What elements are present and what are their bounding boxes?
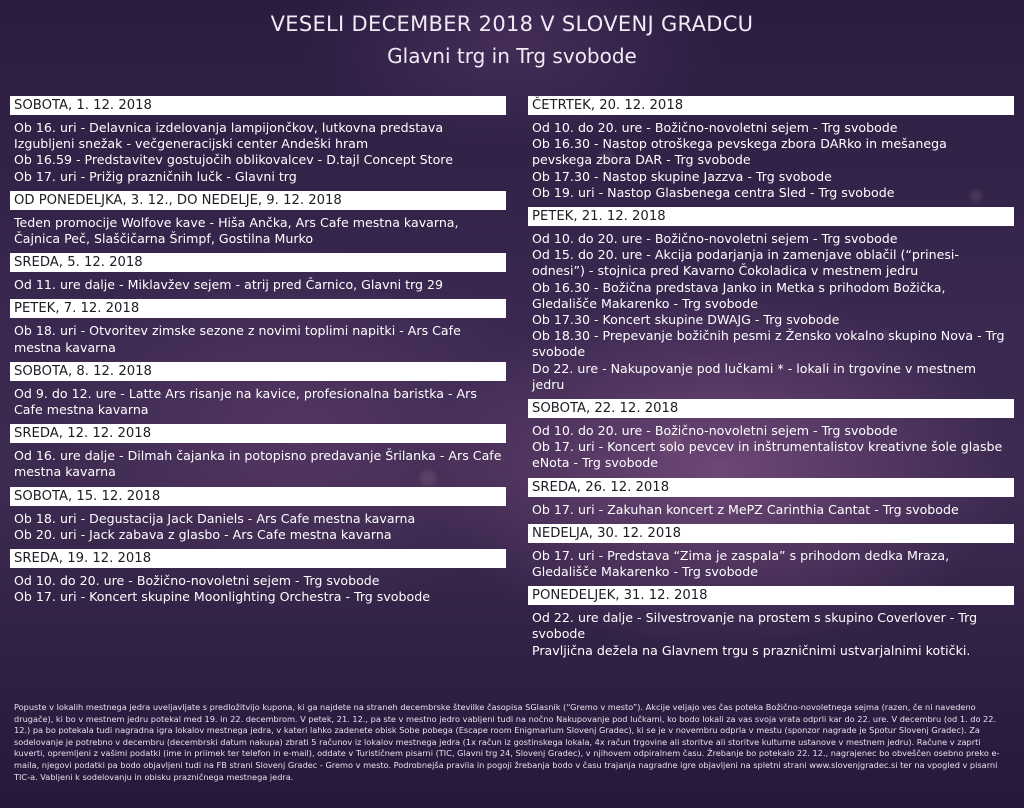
- day-events: [528, 497, 1014, 524]
- day-header: NEDELJA, 30. 12. 2018: [528, 524, 1014, 543]
- day-section: [528, 586, 1014, 665]
- day-events: [528, 418, 1014, 478]
- event-line: Ob 17. uri - Prižig prazničnih lučk - Glavni trg: [14, 168, 297, 184]
- day-header: ČETRTEK, 20. 12. 2018: [528, 96, 1014, 115]
- day-header: SREDA, 19. 12. 2018: [10, 549, 506, 568]
- event-line: Pravljična dežela na Glavnem trgu s prazničnimi ustvarjalnimi kotički.: [532, 642, 971, 658]
- event-line: Od 15. do 20. ure - Akcija podarjanja in zamenjave oblačil (“prinesi-odnesi”) - stojnica pred Kavarno Čokoladica v mestnem jedru: [532, 247, 959, 279]
- day-header: SOBOTA, 8. 12. 2018: [10, 362, 506, 381]
- day-section: [528, 96, 1014, 207]
- day-section: [10, 191, 506, 253]
- event-line: Od 9. do 12. ure - Latte Ars risanje na kavice, profesionalna baristka - Ars Cafe mestna kavarna: [14, 385, 477, 418]
- event-line: Ob 17.30 - Nastop skupine Jazzva - Trg svobode: [532, 168, 832, 184]
- page-subtitle: Glavni trg in Trg svobode: [387, 44, 637, 68]
- day-events: [10, 318, 506, 361]
- day-events: [10, 568, 506, 611]
- event-line: Od 16. ure dalje - Dilmah čajanka in potopisno predavanje Šrilanka - Ars Cafe mestna kavarna: [14, 448, 502, 480]
- right-schedule-column: [528, 96, 1014, 665]
- day-header: SOBOTA, 22. 12. 2018: [528, 399, 1014, 418]
- footnote-text: Popuste v lokalih mestnega jedra uveljavljate s predložitvijo kupona, ki ga najdete na straneh decembrske številke časopisa SGlasnik (“Gremo v mesto”). Akcije veljajo ves čas poteka Božično-novoletnega sejma (razen, če ni navedeno drugače), ki bo v mestnem jedru potekal med 19. in 22. decembrom. V petek, 21. 12., pa ste v mestno jedro vabljeni tudi na nočno Nakupovanje pod lučkami, ko bodo lokali za vas svoja vrata odprli kar do 22. ure. V decembru (od 1. do 22. 12.) pa bo potekala tudi nagradna igra lokalov mestnega jedra, v kateri lahko zadenete obisk Sobe pobega (Escape room Enigmarium Slovenj Gradec), ki se je v novembru odprla v mestu (sponzor nagrade je Spotur Slovenj Gradec). Za sodelovanje je potrebno v decembru (decembrski datum nakupa) zbrati 5 računov iz lokalov mestnega jedra (1x račun iz gostinskega lokala, 4x račun trgovine ali storitve ali storitve kulturne ustanove v mestnem jedru). Račune v zaprti kuverti, opremljeni z vašimi podatki (ime in priimek ter telefon in e-mail), oddate v Turističnem pisarni (TIC, Glavni trg 24, Slovenj Gradec), v njihovem odpiralnem času. Žrebanje bo potekalo 22. 12., nagrajenec bo obveščen osebno preko e-maila, njegovi podatki pa bodo objavljeni tudi na FB strani Slovenj Gradec - Gremo v mesto. Podrobnejša pravila in pogoji žrebanja bodo v času trajanja nagradne igre objavljeni na spletni strani www.slovenjgradec.si ter na vpogled v pisarni TIC-a. Vabljeni k sodelovanju in obisku prazničnega mestnega jedra.: [14, 702, 1000, 782]
- event-line: Ob 16.30 - Nastop otroškega pevskega zbora DARko in mešanega pevskega zbora DAR - Trg svobode: [532, 136, 947, 168]
- event-line: Od 22. ure dalje - Silvestrovanje na prostem s skupino Coverlover - Trg svobode: [532, 610, 978, 642]
- day-header: OD PONEDELJKA, 3. 12., DO NEDELJE, 9. 12. 2018: [10, 191, 506, 210]
- day-header: PETEK, 21. 12. 2018: [528, 207, 1014, 226]
- day-events: [10, 381, 506, 424]
- day-events: [528, 605, 1014, 665]
- event-line: Od 10. do 20. ure - Božično-novoletni sejem - Trg svobode: [532, 231, 898, 247]
- day-header: SREDA, 12. 12. 2018: [10, 424, 506, 443]
- event-line: Od 11. ure dalje - Miklavžev sejem - atrij pred Čarnico, Glavni trg 29: [14, 277, 443, 293]
- day-events: [528, 226, 1014, 399]
- day-section: [528, 399, 1014, 478]
- day-header: PONEDELJEK, 31. 12. 2018: [528, 586, 1014, 605]
- day-section: [528, 524, 1014, 586]
- event-line: Ob 17. uri - Koncert solo pevcev in inštrumentalistov kreativne šole glasbe eNota - Trg svobode: [532, 439, 1003, 471]
- day-section: [10, 549, 506, 611]
- page-title: VESELI DECEMBER 2018 V SLOVENJ GRADCU: [270, 12, 754, 36]
- event-line: Ob 17.30 - Koncert skupine DWAJG - Trg svobode: [532, 312, 840, 328]
- event-line: Od 10. do 20. ure - Božično-novoletni sejem - Trg svobode: [532, 423, 898, 439]
- day-events: [10, 272, 506, 299]
- event-line: Teden promocije Wolfove kave - Hiša Ančka, Ars Cafe mestna kavarna, Čajnica Peč, Slaščičarna Šrimpf, Gostilna Murko: [14, 214, 459, 247]
- day-events: [528, 115, 1014, 207]
- day-section: [528, 207, 1014, 399]
- event-line: Od 10. do 20. ure - Božično-novoletni sejem - Trg svobode: [532, 120, 898, 135]
- day-section: [10, 96, 506, 191]
- day-header: SREDA, 26. 12. 2018: [528, 478, 1014, 497]
- day-events: [528, 543, 1014, 586]
- day-section: [10, 362, 506, 424]
- event-line: Ob 16.59 - Predstavitev gostujočih oblikovalcev - D.tajl Concept Store: [14, 152, 453, 168]
- event-line: Ob 16.30 - Božična predstava Janko in Metka s prihodom Božička, Gledališče Makarenko - Trg svobode: [532, 279, 946, 311]
- left-schedule-column: [10, 96, 506, 611]
- day-section: [10, 424, 506, 486]
- event-line: Ob 18. uri - Otvoritev zimske sezone z novimi toplimi napitki - Ars Cafe mestna kavarna: [14, 323, 461, 355]
- day-header: SOBOTA, 15. 12. 2018: [10, 487, 506, 506]
- event-line: Ob 18. uri - Degustacija Jack Daniels - Ars Cafe mestna kavarna: [14, 510, 416, 526]
- day-events: [10, 443, 506, 486]
- day-header: SOBOTA, 1. 12. 2018: [10, 96, 506, 115]
- day-events: [10, 506, 506, 549]
- event-line: Ob 19. uri - Nastop Glasbenega centra Sled - Trg svobode: [532, 184, 895, 200]
- day-section: [10, 299, 506, 361]
- event-line: Ob 17. uri - Zakuhan koncert z MePZ Carinthia Cantat - Trg svobode: [532, 501, 959, 517]
- event-line: Od 10. do 20. ure - Božično-novoletni sejem - Trg svobode: [14, 573, 380, 589]
- day-header: PETEK, 7. 12. 2018: [10, 299, 506, 318]
- event-line: Ob 17. uri - Predstava “Zima je zaspala” s prihodom dedka Mraza, Gledališče Makarenko - Trg svobode: [532, 547, 950, 580]
- day-section: [10, 487, 506, 549]
- day-section: [10, 253, 506, 299]
- day-events: [10, 115, 506, 191]
- event-line: Ob 17. uri - Koncert skupine Moonlighting Orchestra - Trg svobode: [14, 589, 430, 605]
- event-line: Do 22. ure - Nakupovanje pod lučkami * - lokali in trgovine v mestnem jedru: [532, 360, 976, 392]
- day-header: SREDA, 5. 12. 2018: [10, 253, 506, 272]
- event-line: Ob 18.30 - Prepevanje božičnih pesmi z Žensko vokalno skupino Nova - Trg svobode: [532, 328, 1005, 360]
- event-line: Ob 20. uri - Jack zabava z glasbo - Ars Cafe mestna kavarna: [14, 526, 392, 542]
- event-line: Ob 16. uri - Delavnica izdelovanja lampijončkov, lutkovna predstava Izgubljeni snežak - večgeneracijski center Andeški hram: [14, 120, 444, 152]
- day-events: [10, 210, 506, 253]
- day-section: [528, 478, 1014, 524]
